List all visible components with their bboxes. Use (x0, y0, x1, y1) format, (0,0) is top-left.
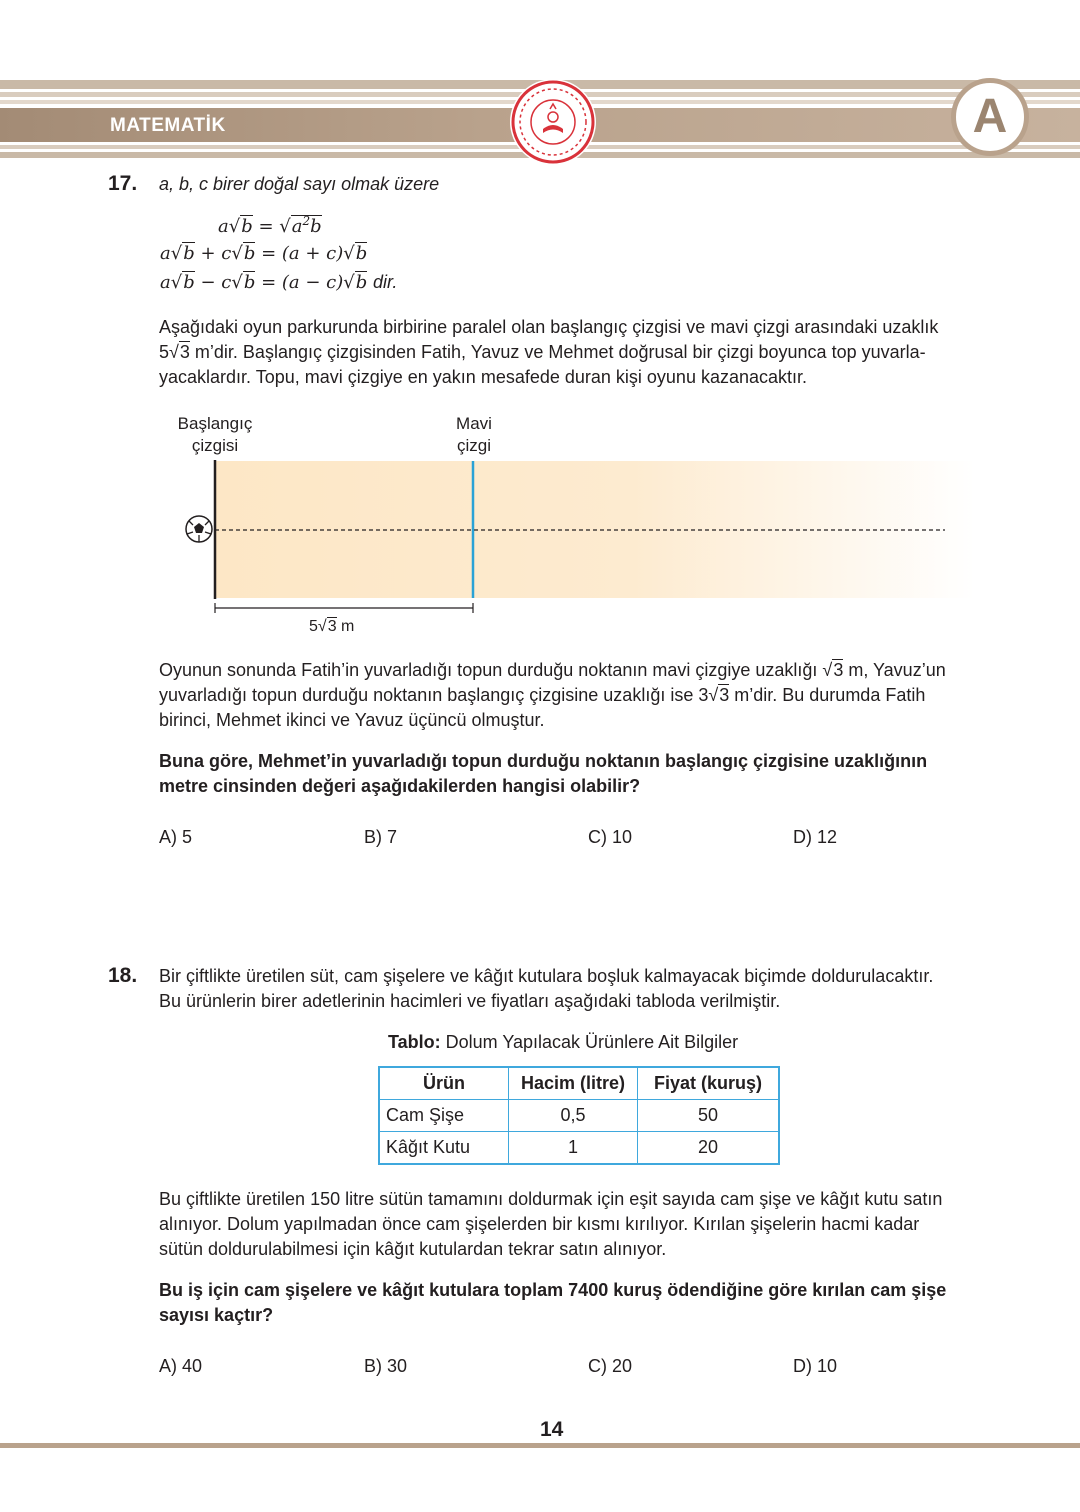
subject-title: MATEMATİK (110, 115, 226, 136)
booklet-letter-badge: A (951, 78, 1029, 156)
paragraph-line: Bu çiftlikte üretilen 150 litre sütün tamamını doldurmak için eşit sayıda cam şişe ve kâğıt kutu satın (159, 1189, 943, 1209)
answer-choice-c[interactable]: C) 10 (588, 827, 633, 847)
distance-label: 5√3 m (309, 618, 355, 635)
answer-choice-d[interactable]: D) 10 (793, 1356, 838, 1376)
answer-choice-a[interactable]: A) 5 (159, 827, 193, 847)
answer-choice-a[interactable]: A) 40 (159, 1356, 203, 1376)
table-cell: Cam Şişe (379, 1100, 509, 1132)
answer-choice-d[interactable]: D) 12 (793, 827, 838, 847)
question-intro: a, b, c birer doğal sayı olmak üzere (159, 174, 440, 194)
table-cell: 20 (638, 1132, 780, 1165)
paragraph-line: yacaklardır. Topu, mavi çizgiye en yakın mesafede duran kişi oyunu kazanacaktır. (159, 367, 808, 387)
table-cell: 1 (509, 1132, 638, 1165)
question-stem: sayısı kaçtır? (159, 1305, 274, 1325)
question-stem: Buna göre, Mehmet’in yuvarladığı topun durduğu noktanın başlangıç çizgisine uzaklığının (159, 751, 928, 771)
table-header: Fiyat (kuruş) (638, 1067, 780, 1100)
formula-line: $a√b = √a^2b$ (218, 214, 322, 237)
answer-choice-b[interactable]: B) 7 (364, 827, 398, 847)
paragraph-line: alınıyor. Dolum yapılmadan önce cam şişelerden bir kısmı kırılıyor. Kırılan şişelerin hacmi kadar (159, 1214, 920, 1234)
formula-line: a√b + c√b = (a + c)√b (160, 243, 368, 264)
table-header: Hacim (litre) (509, 1067, 638, 1100)
page-number: 14 (540, 1418, 564, 1441)
table-cell: 50 (638, 1100, 780, 1132)
paragraph-line: Bir çiftlikte üretilen süt, cam şişelere ve kâğıt kutulara boşluk kalmayacak biçimde doldurulacaktır. (159, 966, 934, 986)
paragraph-line: yuvarladığı topun durduğu noktanın başlangıç çizgisine uzaklığı ise 3√3 m’dir. Bu durumda Fatih (159, 685, 926, 705)
question-stem: Bu iş için cam şişelere ve kâğıt kutulara toplam 7400 kuruş ödendiğine göre kırılan cam şişe (159, 1280, 947, 1300)
paragraph-line: Bu ürünlerin birer adetlerinin hacimleri ve fiyatları aşağıdaki tabloda verilmiştir. (159, 991, 781, 1011)
product-info-table (378, 1066, 780, 1165)
table-cell: 0,5 (509, 1100, 638, 1132)
start-line-label: Başlangıç çizgisi (177, 414, 253, 455)
question-number: 18. (108, 964, 138, 987)
table-row (379, 1132, 779, 1165)
course-diagram (180, 455, 980, 620)
formula-line: a√b − c√b = (a − c)√b dir. (160, 272, 398, 293)
soccer-ball-icon (186, 516, 212, 542)
table-header: Ürün (379, 1067, 509, 1100)
answer-choice-b[interactable]: B) 30 (364, 1356, 408, 1376)
table-caption: Tablo: Dolum Yapılacak Ürünlere Ait Bilgiler (388, 1032, 739, 1052)
footer-line (0, 1443, 1080, 1448)
paragraph-line: birinci, Mehmet ikinci ve Yavuz üçüncü olmuştur. (159, 710, 545, 730)
table-row (379, 1100, 779, 1132)
ministry-seal-logo (510, 79, 596, 165)
question-number: 17. (108, 172, 138, 195)
paragraph-line: Oyunun sonunda Fatih’in yuvarladığı topun durduğu noktanın mavi çizgiye uzaklığı √3 m, Yavuz’un (159, 660, 946, 680)
table-cell: Kâğıt Kutu (379, 1132, 509, 1165)
paragraph-line: Aşağıdaki oyun parkurunda birbirine paralel olan başlangıç çizgisi ve mavi çizgi arasındaki uzaklık (159, 317, 939, 337)
blue-line-label: Mavi çizgi (456, 414, 492, 455)
paragraph-line: sütün doldurulabilmesi için kâğıt kutulardan tekrar satın alınıyor. (159, 1239, 667, 1259)
paragraph-line: 5√3 m’dir. Başlangıç çizgisinden Fatih, Yavuz ve Mehmet doğrusal bir çizgi boyunca top yuvarla- (159, 342, 926, 362)
question-stem: metre cinsinden değeri aşağıdakilerden hangisi olabilir? (159, 776, 641, 796)
answer-choice-c[interactable]: C) 20 (588, 1356, 633, 1376)
